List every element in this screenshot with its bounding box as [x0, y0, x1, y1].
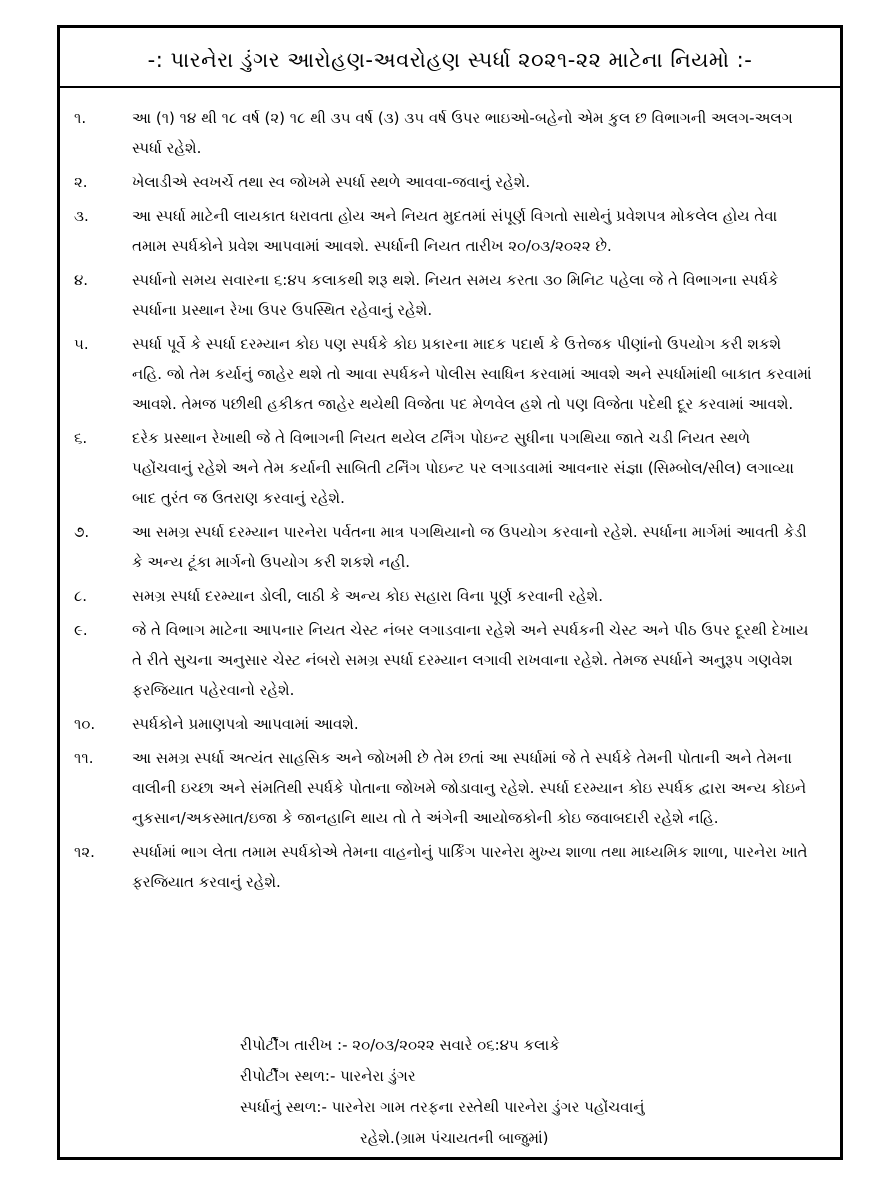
competition-venue-continued: રહેશે.(ગ્રામ પંચાયતની બાજુમાં): [360, 1129, 549, 1147]
rule-number: ૯.: [74, 621, 88, 639]
rule-item: [74, 581, 814, 611]
rule-text: સ્પર્ધકોને પ્રમાણપત્રો આપવામાં આવશે.: [132, 715, 359, 733]
competition-venue: સ્પર્ધાનું સ્થળ:- પારનેરા ગામ તરફના રસ્તેથી પારનેરા ડુંગર પહોંચવાનું: [240, 1098, 645, 1116]
rule-text: સ્પર્ધાનો સમય સવારના ૬:૪૫ કલાકથી શરૂ થશે. નિયત સમય કરતા ૩૦ મિનિટ પહેલા જે તે વિભાગના સ્પર્ધકે સ્પર્ધાના પ્રસ્થાન રેખા ઉપર ઉપસ્થિત રહેવાનું રહેશે.: [132, 271, 779, 319]
rule-item: [74, 329, 814, 419]
rule-item: [74, 837, 814, 897]
rule-number: ૮.: [74, 587, 88, 605]
rule-number: ૧૦.: [74, 715, 96, 733]
rule-number: ૧૧.: [74, 749, 94, 767]
rule-text: દરેક પ્રસ્થાન રેખાથી જે તે વિભાગની નિયત થયેલ ટર્નિંગ પોઇન્ટ સુધીના પગથિયા જાતે ચડી નિયત સ્થળે પહોંચવાનું રહેશે અને તેમ કર્યાની સાબિતી ટર્નિંગ પોઇન્ટ પર લગાડવામાં આવનાર સંજ્ઞા (સિમ્બોલ/સીલ) લગાવ્યા બાદ તુરંત જ ઉતરાણ કરવાનું રહેશે.: [132, 429, 794, 507]
rule-item: [74, 167, 814, 197]
title-divider: [57, 86, 843, 88]
rule-text: આ સમગ્ર સ્પર્ધા અત્યંત સાહસિક અને જોખમી છે તેમ છતાં આ સ્પર્ધામાં જે તે સ્પર્ધકે તેમની પોતાની અને તેમના વાલીની ઇચ્છા અને સંમતિથી સ્પર્ધકે પોતાના જોખમે જોડાવાનુ રહેશે. સ્પર્ધા દરમ્યાન કોઇ સ્પર્ધક દ્વારા અન્ય કોઇને નુકસાન/અકસ્માત/ઇજા કે જાનહાનિ થાય તો તે અંગેની આયોજકોની કોઇ જવાબદારી રહેશે નહિ.: [132, 749, 807, 827]
rule-text: સમગ્ર સ્પર્ધા દરમ્યાન ડોલી, લાઠી કે અન્ય કોઇ સહારા વિના પૂર્ણ કરવાની રહેશે.: [132, 587, 603, 605]
rule-text: ખેલાડીએ સ્વખર્ચે તથા સ્વ જોખમે સ્પર્ધા સ્થળે આવવા-જવાનું રહેશે.: [132, 173, 531, 191]
reporting-date: રીપોર્ટીંગ તારીખ :- ૨૦/૦૩/૨૦૨૨ સવારે ૦૬:૪૫ કલાકે: [240, 1036, 560, 1054]
rule-item: [74, 201, 814, 261]
rules-list: [74, 103, 814, 901]
rule-item: [74, 423, 814, 513]
rule-number: ૬.: [74, 429, 88, 447]
rule-item: [74, 743, 814, 833]
reporting-details: [240, 1030, 800, 1154]
rule-number: ૧.: [74, 109, 87, 127]
rule-number: ૨.: [74, 173, 88, 191]
rule-item: [74, 265, 814, 325]
rule-item: [74, 615, 814, 705]
rule-text: સ્પર્ધા પૂર્વે કે સ્પર્ધા દરમ્યાન કોઇ પણ સ્પર્ધકે કોઇ પ્રકારના માદક પદાર્થ કે ઉત્તેજક પીણાંનો ઉપયોગ કરી શકશે નહિ. જો તેમ કર્યાનું જાહેર થશે તો આવા સ્પર્ધકને પોલીસ સ્વાધિન કરવામાં આવશે અને સ્પર્ધામાંથી બાકાત કરવામાં આવશે. તેમજ પછીથી હકીકત જાહેર થયેથી વિજેતા પદ મેળવેલ હશે તો પણ વિજેતા પદેથી દૂર કરવામાં આવશે.: [132, 335, 812, 413]
rule-text: આ સ્પર્ધા માટેની લાયકાત ધરાવતા હોય અને નિયત મુદતમાં સંપૂર્ણ વિગતો સાથેનું પ્રવેશપત્ર મોકલેલ હોય તેવા તમામ સ્પર્ધકોને પ્રવેશ આપવામાં આવશે. સ્પર્ધાની નિયત તારીખ ૨૦/૦૩/૨૦૨૨ છે.: [132, 207, 778, 255]
rule-item: [74, 103, 814, 163]
rule-number: ૫.: [74, 335, 89, 353]
reporting-place: રીપોર્ટીંગ સ્થળ:- પારનેરા ડુંગર: [240, 1067, 416, 1085]
rule-text: આ (૧) ૧૪ થી ૧૮ વર્ષ (૨) ૧૮ થી ૩૫ વર્ષ (૩) ૩૫ વર્ષ ઉપર ભાઇઓ-બહેનો એમ કુલ છ વિભાગની અલગ-અલગ સ્પર્ધા રહેશે.: [132, 109, 793, 157]
rule-item: [74, 709, 814, 739]
rule-number: ૪.: [74, 271, 89, 289]
rule-text: જે તે વિભાગ માટેના આપનાર નિયત ચેસ્ટ નંબર લગાડવાના રહેશે અને સ્પર્ધકની ચેસ્ટ અને પીઠ ઉપર દૂરથી દેખાય તે રીતે સુચના અનુસાર ચેસ્ટ નંબરો સમગ્ર સ્પર્ધા દરમ્યાન લગાવી રાખવાના રહેશે. તેમજ સ્પર્ધાને અનુરૂપ ગણવેશ ફરજિયાત પહેરવાનો રહેશે.: [132, 621, 809, 699]
rule-number: ૭.: [74, 523, 90, 541]
rule-text: સ્પર્ધામાં ભાગ લેતા તમામ સ્પર્ધકોએ તેમના વાહનોનું પાર્કિંગ પારનેરા મુખ્ય શાળા તથા માધ્યમિક શાળા, પારનેરા ખાતે ફરજિયાત કરવાનું રહેશે.: [132, 843, 808, 891]
rule-number: ૩.: [74, 207, 89, 225]
rule-text: આ સમગ્ર સ્પર્ધા દરમ્યાન પારનેરા પર્વતના માત્ર પગથિયાનો જ ઉપયોગ કરવાનો રહેશે. સ્પર્ધાના માર્ગમાં આવતી કેડી કે અન્ય ટૂંકા માર્ગનો ઉપયોગ કરી શકશે નહી.: [132, 523, 807, 571]
rule-item: [74, 517, 814, 577]
rule-number: ૧૨.: [74, 843, 95, 861]
page-title: -: પારનેરા ડુંગર આરોહણ-અવરોહણ સ્પર્ધા ૨૦૨૧-૨૨ માટેના નિયમો :-: [147, 48, 753, 72]
